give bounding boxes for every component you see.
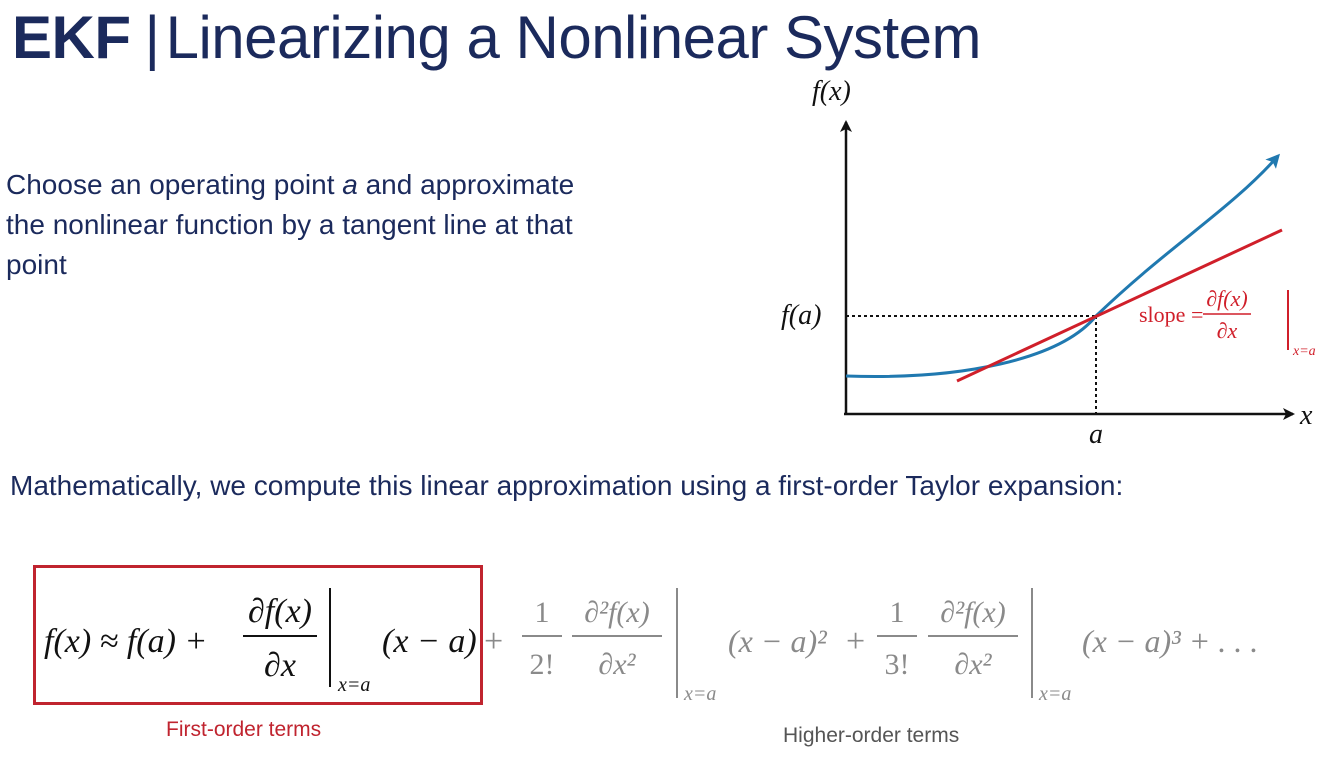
eq-d1-num: ∂f(x) bbox=[248, 593, 312, 630]
title-text: Linearizing a Nonlinear System bbox=[165, 4, 982, 71]
eq-d3-num: ∂²f(x) bbox=[940, 596, 1006, 629]
y-axis-label: f(x) bbox=[812, 76, 851, 107]
slope-numerator: ∂f(x) bbox=[1206, 286, 1248, 311]
eq-t2-factor: (x − a)² bbox=[728, 623, 827, 659]
eq-d1-den: ∂x bbox=[264, 647, 296, 684]
eq-c2-den: 2! bbox=[529, 648, 555, 681]
title-separator: | bbox=[144, 4, 160, 71]
intro-text-before: Choose an operating point bbox=[6, 169, 343, 200]
eq-d2-num: ∂²f(x) bbox=[584, 596, 650, 629]
eq-c2-num: 1 bbox=[534, 596, 550, 629]
slope-eval: x=a bbox=[1293, 344, 1316, 359]
linearization-diagram bbox=[760, 70, 1338, 460]
taylor-expansion bbox=[0, 560, 1338, 720]
eq-t3-factor: (x − a)³ + . . . bbox=[1082, 623, 1259, 659]
eq-d3-den: ∂x² bbox=[954, 648, 992, 681]
title-acronym: EKF bbox=[12, 4, 131, 71]
point-y-label: f(a) bbox=[781, 300, 822, 331]
caption-higher-order: Higher-order terms bbox=[783, 724, 960, 747]
caption-first-order: First-order terms bbox=[166, 718, 322, 741]
intro-variable: a bbox=[342, 169, 358, 200]
eq-eval2: x=a bbox=[684, 683, 717, 705]
eq-c3-den: 3! bbox=[884, 648, 910, 681]
intro-paragraph bbox=[6, 165, 606, 285]
slope-denominator: ∂x bbox=[1216, 318, 1238, 343]
page-title bbox=[12, 2, 981, 74]
intro-text-after: and approximate the nonlinear function by a tangent line at that point bbox=[6, 169, 575, 280]
x-axis-label: x bbox=[1300, 400, 1313, 431]
eq-d2-den: ∂x² bbox=[598, 648, 636, 681]
nonlinear-curve bbox=[846, 156, 1278, 377]
eq-t1-factor: (x − a) bbox=[382, 623, 477, 660]
eq-plus-1: + bbox=[484, 623, 504, 660]
eq-eval1: x=a bbox=[338, 674, 371, 696]
slope-label: slope = bbox=[1139, 302, 1204, 327]
point-x-label: a bbox=[1089, 419, 1103, 450]
eq-plus-2: + bbox=[846, 623, 866, 660]
eq-eval3: x=a bbox=[1039, 683, 1072, 705]
eq-c3-num: 1 bbox=[889, 596, 905, 629]
eq-lhs: f(x) ≈ f(a) + bbox=[44, 623, 208, 660]
subheading: Mathematically, we compute this linear approximation using a first-order Taylor expansion: bbox=[10, 470, 1124, 501]
